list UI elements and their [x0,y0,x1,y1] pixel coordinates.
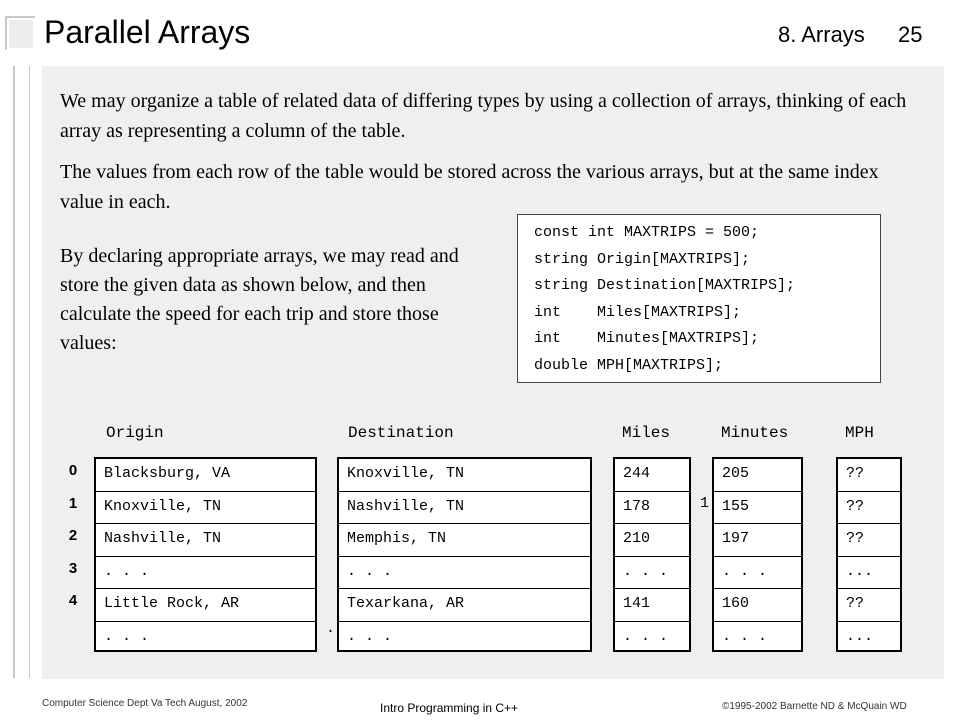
paragraph-rows: The values from each row of the table would be stored across the various arrays, but at the same index value in each. [60,161,879,213]
corner-decoration-border [5,16,35,50]
array-cell: 210 [615,524,689,557]
column-header-miles: Miles [622,424,671,442]
array-cell: 178 [615,492,689,525]
left-margin-rule [13,66,30,678]
slide-title: Parallel Arrays [44,14,251,50]
column-header-origin: Origin [106,424,164,442]
miles-array [613,457,691,652]
row-index: 2 [68,527,78,544]
array-cell: . . . [714,557,801,590]
footer-left: Computer Science Dept Va Tech August, 2002 [42,698,248,709]
array-cell: . . . [722,627,768,645]
array-cell: Nashville, TN [339,492,590,525]
array-cell: ... [838,557,900,590]
code-line: const int MAXTRIPS = 500; [534,224,760,241]
paragraph-declaring: By declaring appropriate arrays, we may read and store the given data as shown below, and then calculate the speed for each trip and store those values: [60,245,459,354]
array-cell: 205 [714,459,801,492]
footer-center: Intro Programming in C++ [380,701,519,715]
array-cell: 244 [615,459,689,492]
stray-mark: . [326,620,336,637]
column-header-destination: Destination [348,424,454,442]
array-cell: 160 [714,589,801,622]
array-cell: . . . [615,557,689,590]
chapter-label: 8. Arrays [778,22,865,47]
paragraph-intro: We may organize a table of related data of differing types by using a collection of arrays, thinking of each array as representing a column of the table. [60,90,907,142]
row-index: 4 [68,592,78,609]
array-cell: ?? [838,492,900,525]
array-cell: . . . [347,627,393,645]
code-line: int Miles[MAXTRIPS]; [534,303,742,321]
code-block [517,214,881,383]
array-cell: ?? [838,459,900,492]
row-index: 0 [68,462,78,479]
array-cell: Memphis, TN [339,524,590,557]
code-line: string Destination[MAXTRIPS]; [534,277,796,294]
array-cell: Little Rock, AR [96,589,315,622]
array-cell: 141 [615,589,689,622]
array-cell: 155 [714,492,801,525]
array-cell: . . . [339,557,590,590]
array-cell: . . . [104,627,150,645]
minutes-array [712,457,803,652]
row-index: 1 [68,495,78,512]
array-cell: . . . [623,627,669,645]
column-header-minutes: Minutes [721,424,789,442]
origin-array [94,457,317,652]
column-header-mph: MPH [845,424,874,442]
row-index: 3 [68,560,78,577]
array-cell: 197 [714,524,801,557]
stray-mark: 1 [700,495,710,512]
footer-right: ©1995-2002 Barnette ND & McQuain WD [722,701,907,712]
array-cell: Blacksburg, VA [96,459,315,492]
array-cell: ?? [838,589,900,622]
array-cell: Knoxville, TN [96,492,315,525]
code-line: string Origin[MAXTRIPS]; [534,250,751,268]
array-cell: Knoxville, TN [339,459,590,492]
array-cell: Nashville, TN [96,524,315,557]
code-line: int Minutes[MAXTRIPS]; [534,330,760,347]
mph-array [836,457,902,652]
page-number: 25 [898,22,923,47]
destination-array [337,457,592,652]
array-cell: ?? [838,524,900,557]
array-cell: ... [846,627,874,645]
array-cell: Texarkana, AR [339,589,590,622]
code-line: double MPH[MAXTRIPS]; [534,356,724,374]
array-cell: . . . [96,557,315,590]
